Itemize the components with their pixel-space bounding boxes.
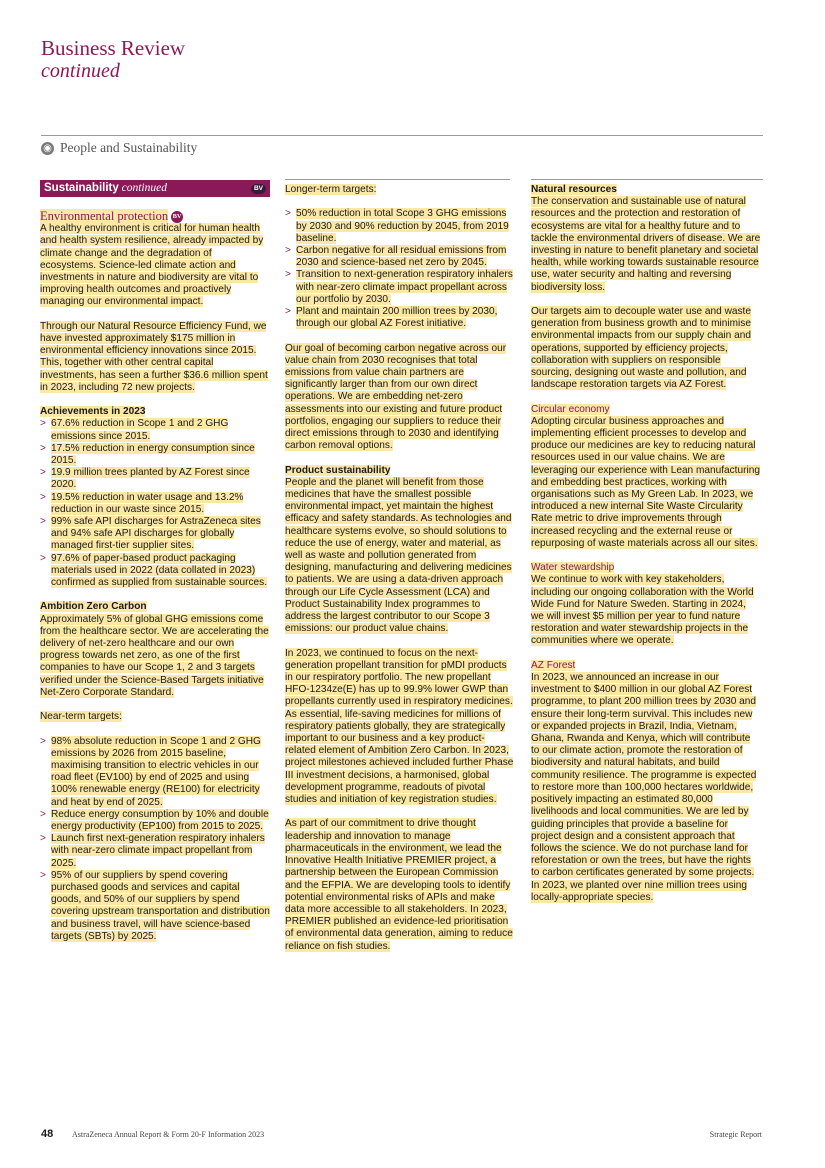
list-item: > 95% of our suppliers by spend covering purchased goods and services and capital goods, and 50% of our suppliers by spend covering upstream transportation and distribution and business travel, will have science-based targets (SBTs) by 2025. [40,870,270,943]
footer-section: Strategic Report [709,1130,762,1139]
paragraph: Through our Natural Resource Efficiency Fund, we have invested approximately $175 million in environmental efficiency innovations since 2015. This, together with other central capital investments, has seen a further $36.6 million spent in 2023, including 72 new projects. [40,320,268,393]
paragraph: Adopting circular business approaches and implementing efficient processes to develop and produce our medicines are key to reducing natural resources used in our value chains. We are leveraging our experience with Lean manufacturing and embedding best practices, working with organisations such as My Green Lab. In 2023, we introduced a new internal Site Waste Circularity Rate metric to drive improvements through increased recycling and the external reuse or repurposing of waste materials across all our sites. [531,415,760,549]
achievements-list [40,418,270,589]
list-item: > Transition to next-generation respiratory inhalers with near-zero climate impact propellant across our portfolio by 2030. [285,269,515,306]
ambition-zero-carbon-heading: Ambition Zero Carbon [40,601,147,613]
list-item: > Reduce energy consumption by 10% and double energy productivity (EP100) from 2015 to 2025. [40,809,270,833]
paragraph: In 2023, we announced an increase in our investment to $400 million in our global AZ Forest programme, to plant 200 million trees by 2030 and ensure their long-term survival. This includes new or expanded projects in Brazil, India, Vietnam, Ghana, Rwanda and Kenya, which will contribute to our climate action, promote the restoration of biodiversity and natural habitats, and build community resilience. The programme is expected to restore more than 100,000 hectares worldwide, positively impacting an estimated 80,000 livelihoods and local communities. We are led by guiding principles that provide a baseline for project design and a consistent approach that follows the science. We do not purchase land for reforestation or own the trees, but have the rights to carbon certificates generated by some projects. In 2023, we planted over nine million trees using locally-appropriate species. [531,672,757,903]
list-item: > 97.6% of paper-based product packaging materials used in 2022 (data collated in 2023) confirmed as supplied from sustainable sources. [40,553,270,590]
paragraph: A healthy environment is critical for human health and health system resilience, already impacted by climate change and the degradation of ecosystems. Science-led climate action and investments in nature and biodiversity are vital to improving health outcomes and proactively managing our environmental impact. [40,223,264,308]
natural-resources-heading: Natural resources [531,184,617,195]
column-left [40,180,270,955]
achievements-heading: Achievements in 2023 [40,406,146,418]
section-header [41,140,197,156]
paragraph: Our targets aim to decouple water use and waste generation from business growth and to minimise environmental impacts from our supply chain and operations, supported by efficiency projects, collaboration with suppliers on responsible sourcing, designing out waste and pollution, and landscape restoration targets via AZ Forest. [531,306,751,391]
list-item: > 67.6% reduction in Scope 1 and 2 GHG emissions since 2015. [40,418,270,442]
circular-economy-heading: Circular economy [531,403,610,415]
bv-badge: BV [171,211,183,223]
list-item: > 19.9 million trees planted by AZ Forest since 2020. [40,467,270,491]
publication-name: AstraZeneca Annual Report & Form 20-F Information 2023 [72,1130,265,1139]
near-term-label: Near-term targets: [40,711,122,723]
paragraph: Approximately 5% of global GHG emissions come from the healthcare sector. We are accelerating the delivery of net-zero healthcare and our own progress towards net zero, as one of the first companies to have our Scope 1, 2 and 3 targets verified under the Science-Based Targets initiative Net-Zero Corporate Standard. [40,613,269,698]
water-stewardship-heading: Water stewardship [531,562,615,574]
environmental-protection-heading: Environmental protection [40,209,169,223]
near-term-list [40,736,270,943]
column-right [531,180,761,916]
paragraph: People and the planet will benefit from those medicines that have the smallest possible environmental impact, yet maintain the highest efficacy and safety standards. As technologies and healthcare systems evolve, so should solutions to reduce the use of energy, water and material, as well as waste and pollution generated from designing, manufacturing and delivering medicines to patients. We are using a data-driven approach through our Life Cycle Assessment (LCA) and Product Sustainability Index programmes to address the largest contributor to our Scope 3 emissions: our product value chains. [285,476,512,635]
page-subtitle: continued [41,60,120,82]
list-item: > Carbon negative for all residual emissions from 2030 and science-based net zero by 2045. [285,245,515,269]
list-item: > Plant and maintain 200 million trees by 2030, through our global AZ Forest initiative. [285,306,515,330]
bv-badge: BV [251,184,266,194]
paragraph: The conservation and sustainable use of natural resources and the protection and restoration of ecosystems are vital for a healthy future and to tackle the environmental drivers of disease. We are investing in nature to benefit planetary and societal health, while working towards sustainable resource use, water security and halting and reversing biodiversity loss. [531,196,761,293]
paragraph: Our goal of becoming carbon negative across our value chain from 2030 recognises that total emissions from value chain partners are significantly larger than from our own direct operations. We are embedding net-zero assessments into our existing and future product portfolios, engaging our suppliers to reduce their direct emissions through to 2030 and identifying carbon removal options. [285,342,507,452]
list-item: > 17.5% reduction in energy consumption since 2015. [40,443,270,467]
top-divider [41,135,763,136]
page-number: 48 [41,1128,54,1140]
list-item: > 50% reduction in total Scope 3 GHG emissions by 2030 and 90% reduction by 2045, from 2019 baseline. [285,208,515,245]
column-middle [285,180,515,965]
list-item: > 99% safe API discharges for AstraZeneca sites and 94% safe API discharges for globally managed first-tier supplier sites. [40,516,270,553]
sustainability-banner [40,180,270,197]
paragraph: In 2023, we continued to focus on the next-generation propellant transition for pMDI products in our respiratory portfolio. The new propellant HFO-1234ze(E) has up to 99.9% lower GWP than propellants currently used in respiratory medicines. As essential, life-saving medicines for millions of respiratory patients globally, they are strategically important to our business and a key product-related element of Ambition Zero Carbon. In 2023, project milestones achieved included further Phase III investment decisions, a harmonised, global development programme, readouts of pivotal studies and initiation of key registration studies. [285,647,514,806]
section-label: People and Sustainability [60,140,198,155]
longer-term-list [285,208,515,330]
product-sustainability-heading: Product sustainability [285,464,391,476]
page-title: Business Review [41,36,186,60]
paragraph: As part of our commitment to drive thought leadership and innovation to manage pharmaceuticals in the environment, we lead the Innovative Health Initiative PREMIER project, a partnership between the European Commission and the EFPIA. We are developing tools to identify potential environmental risks of APIs and make data more accessible to all stakeholders. In 2023, PREMIER published an evidence-led prioritisation of environmental data generation, aiming to reduce reliance on fish studies. [285,818,513,952]
list-item: > 98% absolute reduction in Scope 1 and 2 GHG emissions by 2026 from 2015 baseline, maximising transition to electric vehicles in our road fleet (EV100) by end of 2025 and using 100% renewable energy (RE100) for electricity and heat by end of 2025. [40,736,270,809]
az-forest-heading: AZ Forest [531,659,576,671]
longer-term-label: Longer-term targets: [285,184,377,195]
list-item: > 19.5% reduction in water usage and 13.2% reduction in our waste since 2015. [40,492,270,516]
banner-suffix: continued [121,181,167,194]
globe-icon: ◉ [41,142,54,155]
banner-title: Sustainability [44,181,119,194]
list-item: > Launch first next-generation respiratory inhalers with near-zero climate impact propellant from 2025. [40,833,270,870]
paragraph: We continue to work with key stakeholders, including our ongoing collaboration with the World Wide Fund for Nature Sweden. Starting in 2024, we will invest $5 million per year to fund nature restoration and water stewardship projects in the communities where we operate. [531,574,754,647]
